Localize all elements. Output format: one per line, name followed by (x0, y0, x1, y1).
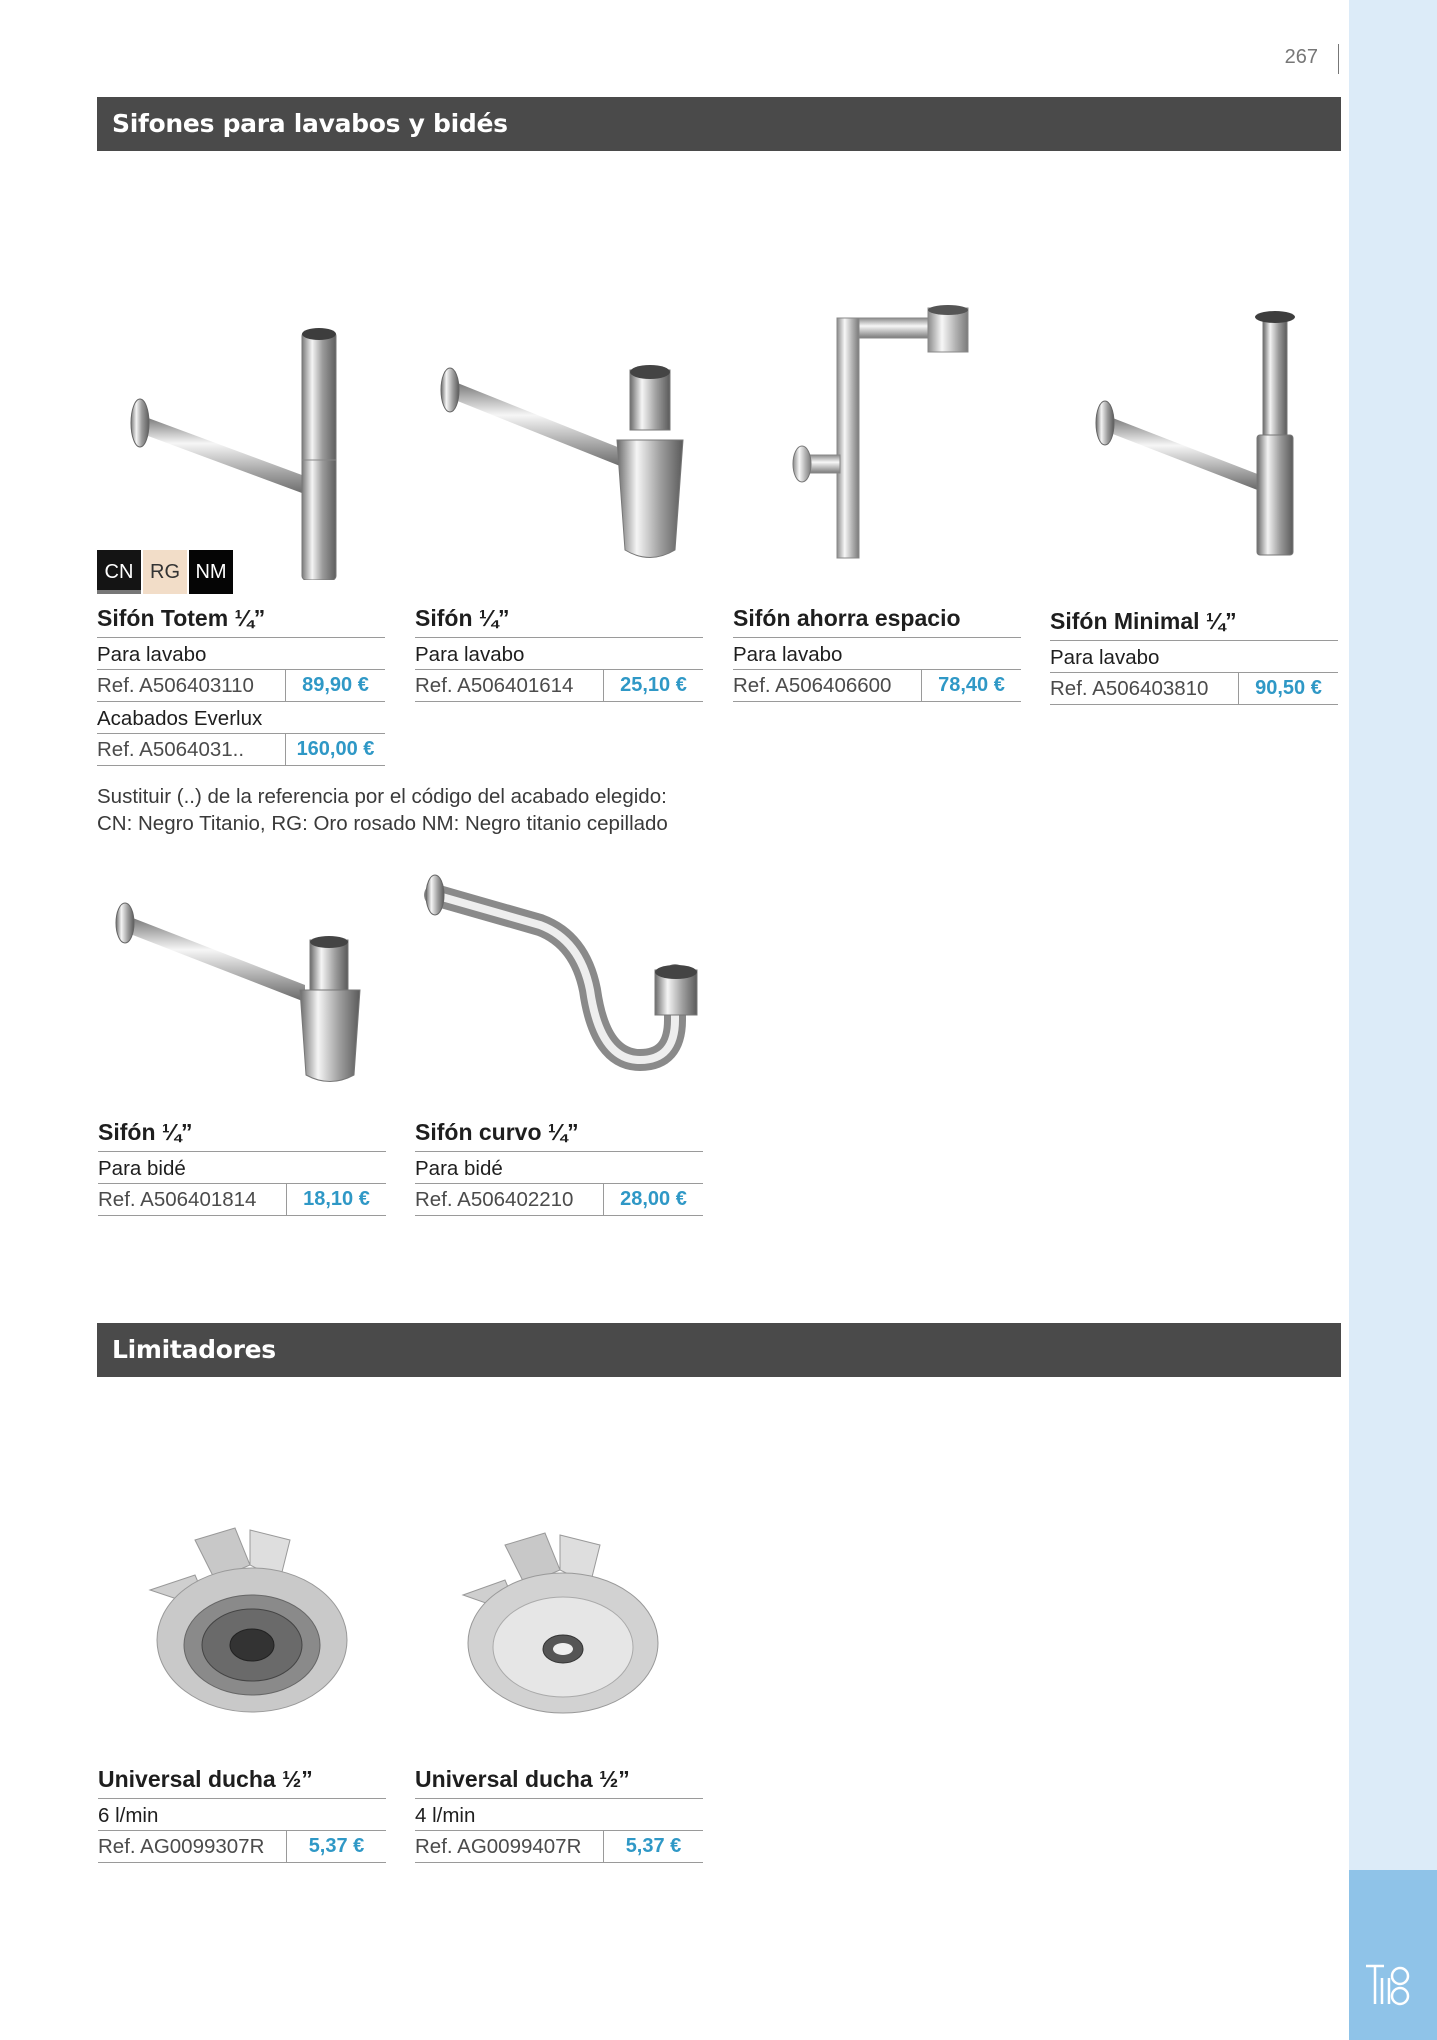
sifon-ahorra-espacio-image (780, 300, 980, 570)
limitador-6-image (140, 1520, 365, 1720)
everlux-ref-row (97, 734, 385, 766)
product-price: 5,37 € (625, 1835, 682, 1857)
limitador-4-image (455, 1525, 670, 1720)
product-price: 5,37 € (308, 1835, 365, 1857)
ref-row (97, 670, 385, 702)
ref-row (1050, 673, 1338, 705)
product-sifon-lavabo (415, 603, 703, 702)
product-description: 4 l/min (415, 1799, 703, 1831)
sifon-bide-image (110, 890, 365, 1090)
page-number-divider (1338, 44, 1339, 74)
finish-note-line-2: CN: Negro Titanio, RG: Oro rosado NM: Negro titanio cepillado (97, 812, 668, 835)
product-universal-ducha-4 (415, 1764, 703, 1863)
brand-logo-icon (1362, 1960, 1412, 2010)
product-sifon-bide (98, 1117, 386, 1216)
product-title: Sifón ¼” (415, 603, 703, 638)
product-ref: Ref. A506401814 (98, 1184, 287, 1215)
side-strip (1349, 0, 1437, 2040)
swatch-cn: CN (97, 550, 141, 594)
sifon-curvo-image (420, 870, 705, 1090)
finish-swatches (97, 550, 235, 594)
product-title: Sifón ahorra espacio (733, 603, 1021, 638)
sifon-totem-image (120, 320, 370, 580)
swatch-rg: RG (143, 550, 187, 594)
product-price: 28,00 € (620, 1188, 687, 1210)
product-price: 25,10 € (620, 674, 687, 696)
product-ref: Ref. AG0099407R (415, 1831, 604, 1862)
product-ref: Ref. AG0099307R (98, 1831, 287, 1862)
side-tab (1349, 1870, 1437, 2040)
finish-note (97, 783, 737, 837)
ref-row (415, 670, 703, 702)
product-sifon-curvo (415, 1117, 703, 1216)
section-title-sifones: Sifones para lavabos y bidés (97, 97, 1341, 151)
ref-row (415, 1184, 703, 1216)
ref-row (733, 670, 1021, 702)
sifon-minimal-image (1085, 305, 1305, 575)
product-universal-ducha-6 (98, 1764, 386, 1863)
product-ref: Ref. A506406600 (733, 670, 922, 701)
product-title: Sifón Totem ¼” (97, 603, 385, 638)
product-title: Universal ducha ½” (98, 1764, 386, 1799)
product-description: Para lavabo (733, 638, 1021, 670)
product-description: Para bidé (415, 1152, 703, 1184)
section-title-limitadores: Limitadores (97, 1323, 1341, 1377)
product-title: Sifón Minimal ¼” (1050, 606, 1338, 641)
swatch-nm: NM (189, 550, 233, 594)
everlux-ref: Ref. A5064031.. (97, 734, 286, 765)
page-number: 267 (1284, 46, 1318, 68)
ref-row (415, 1831, 703, 1863)
product-price: 18,10 € (303, 1188, 370, 1210)
sifon-lavabo-image (435, 350, 690, 570)
everlux-price: 160,00 € (296, 738, 375, 760)
product-title: Universal ducha ½” (415, 1764, 703, 1799)
product-sifon-totem (97, 603, 385, 766)
ref-row (98, 1831, 386, 1863)
product-price: 78,40 € (938, 674, 1005, 696)
finish-note-line-1: Sustituir (..) de la referencia por el código del acabado elegido: (97, 785, 667, 808)
product-description: Para lavabo (415, 638, 703, 670)
ref-row (98, 1184, 386, 1216)
product-title: Sifón curvo ¼” (415, 1117, 703, 1152)
product-price: 90,50 € (1255, 677, 1322, 699)
product-ref: Ref. A506401614 (415, 670, 604, 701)
product-description: Para lavabo (1050, 641, 1338, 673)
everlux-label: Acabados Everlux (97, 702, 385, 734)
product-sifon-minimal (1050, 606, 1338, 705)
product-ref: Ref. A506403810 (1050, 673, 1239, 704)
product-ref: Ref. A506402210 (415, 1184, 604, 1215)
product-description: 6 l/min (98, 1799, 386, 1831)
product-description: Para lavabo (97, 638, 385, 670)
product-description: Para bidé (98, 1152, 386, 1184)
product-price: 89,90 € (302, 674, 369, 696)
product-ref: Ref. A506403110 (97, 670, 286, 701)
product-title: Sifón ¼” (98, 1117, 386, 1152)
product-sifon-ahorra-espacio (733, 603, 1021, 702)
